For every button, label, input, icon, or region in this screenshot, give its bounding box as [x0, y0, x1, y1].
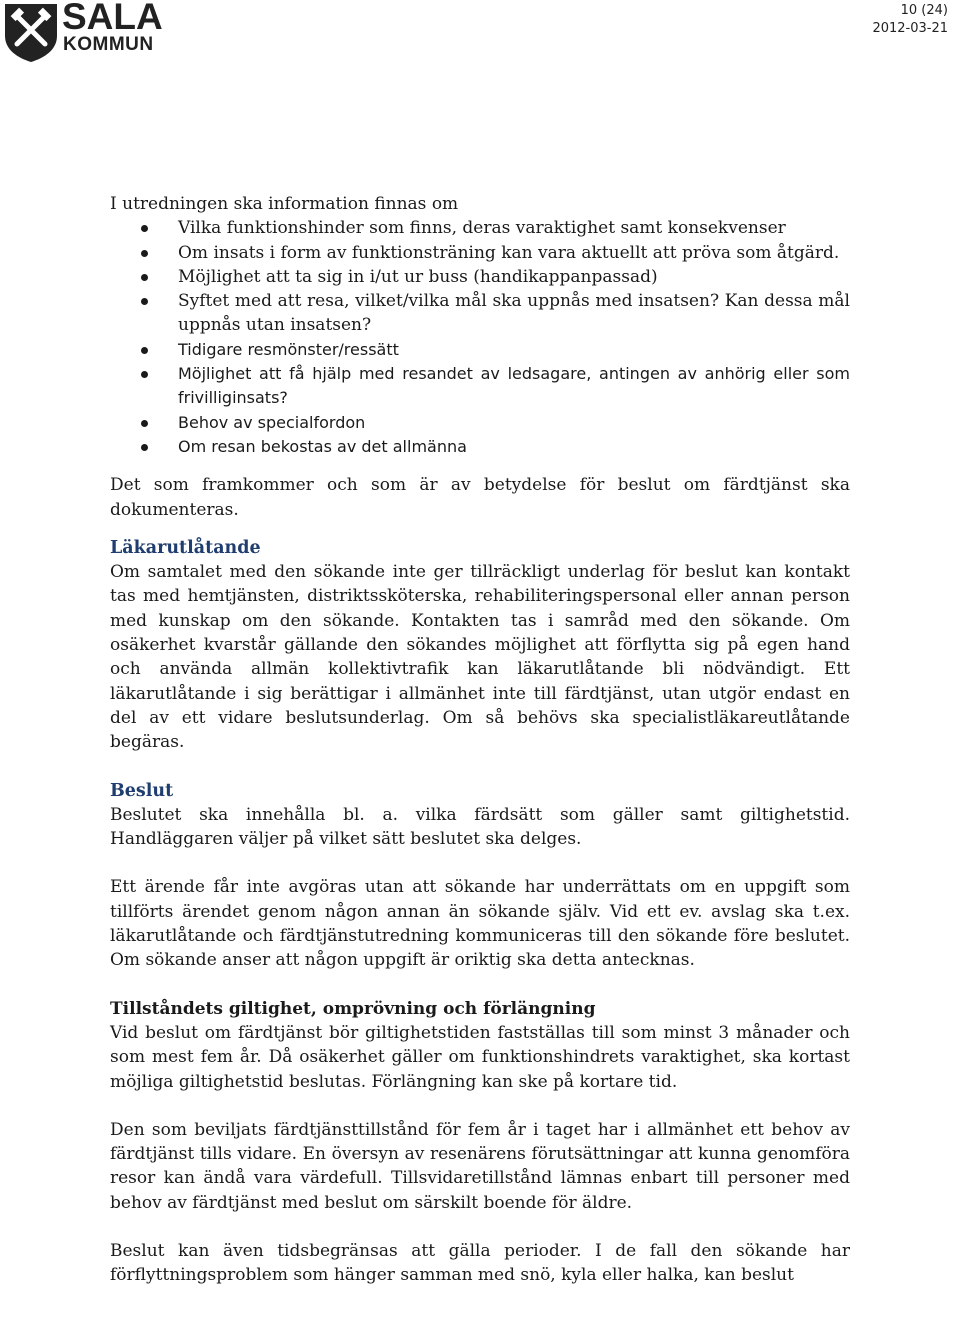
list-item: Behov av specialfordon: [110, 411, 850, 435]
heading-beslut: Beslut: [110, 780, 174, 801]
documentation-note: Det som framkommer och som är av betydelse för beslut om färdtjänst ska dokumenteras.: [110, 475, 850, 520]
list-item: Möjlighet att få hjälp med resandet av ledsagare, antingen av anhörig eller som frivilliginsats?: [110, 362, 850, 411]
intro-text: I utredningen ska information finnas om: [110, 194, 459, 214]
list-item: Tidigare resmönster/ressätt: [110, 338, 850, 362]
tillstand-paragraph-3: Beslut kan även tidsbegränsas att gälla perioder. I de fall den sökande har förflyttningsproblem som hänger samman med snö, kyla eller halka, kan beslut: [110, 1240, 850, 1286]
tillstand-paragraph-2: Den som beviljats färdtjänsttillstånd för fem år i taget har i allmänhet ett behov av färdtjänst tills vidare. En översyn av resenärens förutsättningar att kunna genomföra resor kan ändå vara värdefull. Tillsvidaretillstånd lämnas enbart till personer med behov av färdtjänst med beslut om särskilt boende för äldre.: [110, 1119, 850, 1213]
sala-kommun-logo: [2, 0, 163, 64]
page-number: 10 (24): [900, 3, 948, 18]
lakarutlatande-paragraph: Om samtalet med den sökande inte ger tillräckligt underlag för beslut kan kontakt tas med hemtjänsten, distriktssköterska, rehabiliteringspersonal eller annan person med kunskap om den sökande. Kontakten tas i samråd med den sökande. Om osäkerhet kvarstår gällande den sökandes möjlighet att förflytta sig på egen hand och använda allmän kollektivtrafik kan läkarutlåtande bli nödvändigt. Ett läkarutlåtande i sig berättigar i allmänhet inte till färdtjänst, utan utgör endast en del av ett vidare beslutsunderlag. Om så behövs ska specialistläkareutlåtande begäras.: [110, 562, 850, 753]
beslut-paragraph-2: Ett ärende får inte avgöras utan att sökande har underrättats om en uppgift som tillförts ärendet genom någon annan än sökande själv. Vid ett ev. avslag ska t.ex. läkarutlåtande och färdtjänstutredning kommuniceras till den sökande före beslutet. Om sökande anser att någon uppgift är oriktig ska detta antecknas.: [110, 877, 850, 971]
tillstand-paragraph: Vid beslut om färdtjänst bör giltighetstiden fastställas till som minst 3 månader och som mest fem år. Då osäkerhet gäller om funktionshindrets varaktighet, ska kortast möjliga giltighetstid beslutas. Förlängning kan ske på kortare tid.: [110, 1022, 850, 1092]
list-item: Vilka funktionshinder som finns, deras varaktighet samt konsekvenser: [110, 216, 850, 240]
logo-text-sala: SALA: [62, 0, 163, 37]
municipal-shield-icon: [2, 2, 60, 64]
document-date: 2012-03-21: [872, 21, 948, 36]
list-item: Om insats i form av funktionsträning kan vara aktuellt att pröva som åtgärd.: [110, 241, 850, 265]
heading-lakarutlatande: Läkarutlåtande: [110, 537, 261, 558]
information-list: [110, 216, 850, 459]
list-item: Syftet med att resa, vilket/vilka mål ska uppnås med insatsen? Kan dessa mål uppnås utan insatsen?: [110, 289, 850, 338]
heading-tillstand: Tillståndets giltighet, omprövning och förlängning: [110, 998, 596, 1019]
beslut-paragraph: Beslutet ska innehålla bl. a. vilka färdsätt som gäller samt giltighetstid. Handläggaren väljer på vilket sätt beslutet ska delges.: [110, 804, 850, 850]
list-item: Möjlighet att ta sig in i/ut ur buss (handikappanpassad): [110, 265, 850, 289]
list-item: Om resan bekostas av det allmänna: [110, 435, 850, 459]
document-body: [110, 192, 850, 1288]
logo-text-kommun: KOMMUN: [63, 34, 154, 55]
